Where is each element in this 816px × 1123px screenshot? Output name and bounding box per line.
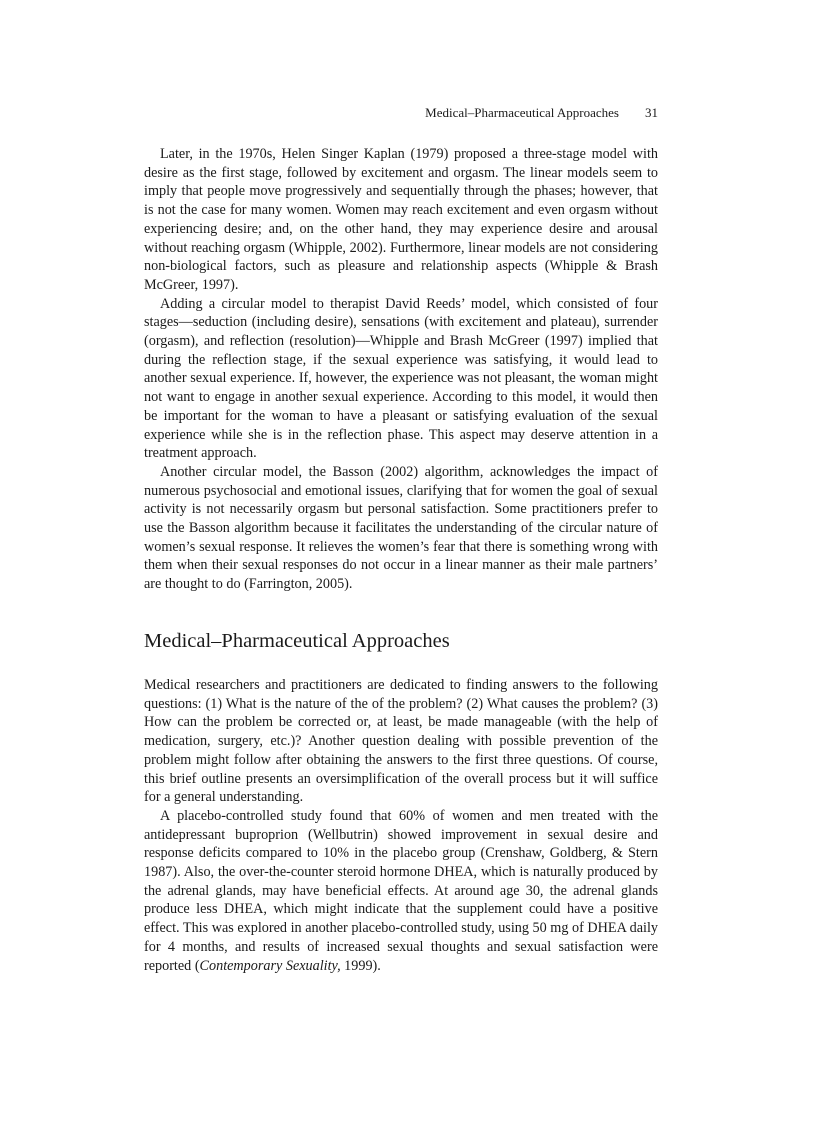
paragraph-text: A placebo-controlled study found that 60% of women and men treated with the antidepressant buproprion (Wellbutrin) showed improvement in sexual desire and response deficits compared to 10% in the placebo group (Crenshaw, Goldberg, & Stern 1987). Also, the over-the-counter steroid hormone DHEA, which is naturally produced by the adrenal glands, may have beneficial effects. At around age 30, the adrenal glands produce less DHEA, which might indicate that the supplement could have a positive effect. This was explored in another placebo-controlled study, using 50 mg of DHEA daily for 4 months, and results of increased sexual thoughts and sexual satisfaction were reported ( [144, 807, 658, 974]
section-heading: Medical–Pharmaceutical Approaches [144, 630, 450, 652]
page-number: 31 [645, 105, 658, 120]
paragraph: Another circular model, the Basson (2002) algorithm, acknowledges the impact of numerous psychosocial and emotional issues, clarifying that for women the goal of sexual activity is not necessarily orgasm but personal satisfaction. Some practitioners prefer to use the Basson algorithm because it facilitates the understanding of the circular nature of women’s sexual response. It relieves the women’s fear that there is something wrong with them when their sexual responses do not occur in a linear manner as their male partners’ are thought to do (Farrington, 2005). [144, 463, 658, 593]
paragraph-text-end: 1999). [340, 957, 381, 974]
paragraph: Medical researchers and practitioners are dedicated to finding answers to the following questions: (1) What is the nature of the of the problem? (2) What causes the problem? (3) How can the problem be corrected or, at least, be made manageable (with the help of medication, surgery, etc.)? Another question dealing with possible prevention of the problem might follow after obtaining the answers to the first three questions. Of course, this brief outline presents an oversimplification of the overall process but it will suffice for a general understanding. [144, 677, 658, 806]
paragraph: Adding a circular model to therapist David Reeds’ model, which consisted of four stages—seduction (including desire), sensations (with excitement and plateau), surrender (orgasm), and reflection (resolution)—Whipple and Brash McGreer (1997) implied that during the reflection stage, if the sexual experience was satisfying, it would lead to another sexual experience. If, however, the experience was not pleasant, the woman might not want to engage in another sexual experience. According to this model, it would then be important for the woman to have a pleasant or satisfying evaluation of the sexual experience while she is in the reflection phase. This aspect may deserve attention in a treatment approach. [144, 295, 658, 462]
running-title: Medical–Pharmaceutical Approaches [425, 105, 619, 120]
citation-title: Contemporary Sexuality, [199, 957, 341, 974]
paragraph [144, 807, 658, 975]
intro-body [144, 145, 658, 594]
running-head [144, 105, 658, 121]
section-body [144, 676, 658, 975]
paragraph: Later, in the 1970s, Helen Singer Kaplan (1979) proposed a three-stage model with desire as the first stage, followed by excitement and orgasm. The linear models seem to imply that people move progressively and sequentially through the phases; however, that is not the case for many women. Women may reach excitement and even orgasm without experiencing desire; and, on the other hand, they may experience desire and arousal without reaching orgasm (Whipple, 2002). Furthermore, linear models are not considering non-biological factors, such as pleasure and relationship aspects (Whipple & Brash McGreer, 1997). [144, 146, 658, 293]
